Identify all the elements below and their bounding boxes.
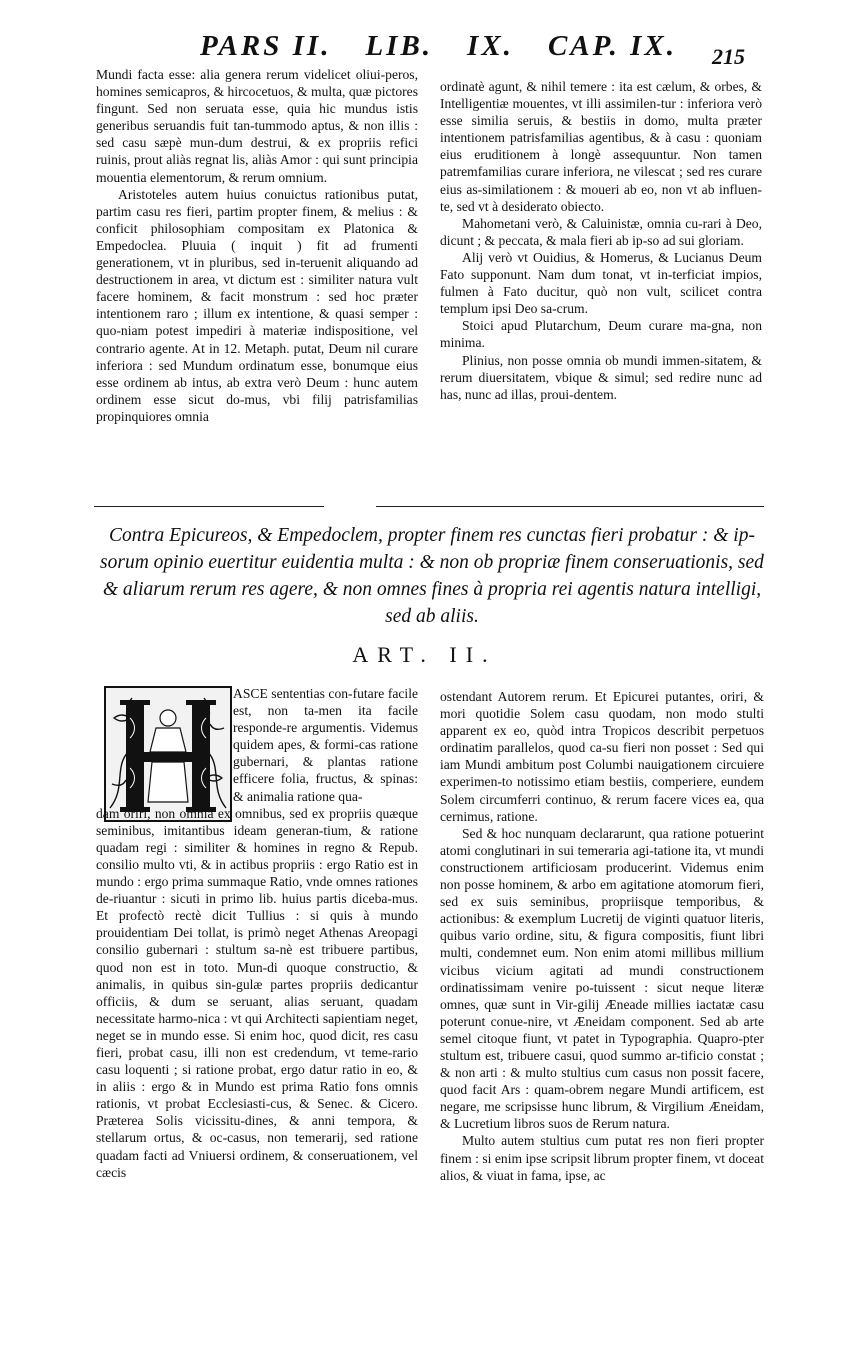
section-divider-left [94,506,324,507]
opening-paragraph: ASCE sententias con-futare facile est, non ta-men ita facile responde-re argumentis. Videmus quidem apes, & formi-cas ratione gubernari, & plantas ratione efficere folia, fructus, & spinas: & animalia ratione qua- [233,686,418,804]
paragraph: Multo autem stultius cum putat res non fieri propter finem : si enim ipse scripsit librum propter finem, vt doceat alios, & viuat in fama, ipse, ac [440,1133,764,1183]
paragraph: ostendant Autorem rerum. Et Epicurei putantes, oriri, & mori quotidie Solem casu quodam, non modo stulti apparent ex eo, quòd intra Tropicos describit perpetuos ordinatim parallelos, quod ca-su fieri non posset : Sed qui iam Mundi ambitum post Columbi nauigationem circuiere experimen-to notissimo etiam bestiis, comperiere, eundem Solem circumferri continuo, & rerum facere vices ea, qua cernimus, ratione. [440,689,764,824]
running-head-book-number: IX. [467,30,514,62]
running-head-chapter: CAP. IX. [547,30,677,62]
paragraph: Plinius, non posse omnia ob mundi immen-sitatem, & rerum diuersitatem, vbique & simul; sed redire nunc ad has, nunc ad illas, proui-dentem. [440,352,762,402]
upper-right-column [440,78,762,403]
lower-left-column [96,685,418,1181]
paragraph: Stoici apud Plutarchum, Deum curare ma-gna, non minima. [440,318,762,351]
running-head [200,30,760,63]
paragraph: Sed & hoc nunquam declararunt, qua ratione potuerint atomi conglutinari in sui temeraria agi-tatione ita, vt mundi constructionem artificiosam producerint. Videmus enim non posse hominem, & arbo em agitatione atomorum fieri, sed ex suis seminibus, propriisque temporibus, & actionibus: & exemplum Lucretij de viginti quatuor literis, quibus vario ordine, situ, & figura compositis, fiunt libri multi, condemnet eum. Non enim atomi millibus millium vicibus vicium agitati ad mundi constructionem ordinatissimam venire po-tuissent : sicut neque literæ omnes, quæ sunt in Vir-gilij Æneade millies iactatæ casu poterunt conue-nire, vt Æneidam component. Sed ab arte semel citoque fiunt, vt patet in Typographia. Quapro-pter stultum est, tribuere casui, quod summo ar-tificio constat ; & non arti : & multo stultius cum casus non possit facere, quod facit Ars : quam-obrem negare Mundi artificem, est negare, me scripsisse hunc librum, & Virgilium Æneidam, & Lucretium libros suos de Rerum natura. [440,825,764,1132]
paragraph: Aristoteles autem huius conuictus rationibus putat, partim casu res fieri, partim propter finem, & melius : & conficit philosophiam compositam ex Platonica & Empedoclea. Pluuia ( inquit ) fit ad frumenti generationem, vt in pluribus, sed in-teruenit aliquando ad destructionem in area, vt dictum est : similiter natura vult facere hominem, & facit monstrum : sed hoc præter intentionem raro ; illum ex intentione, & quasi semper : quo-niam potest impediri à materiæ indispositione, vel contrario agente. At in 12. Metaph. putat, Deum nil curare inferiora : sed Mundum ordinatum esse, bonumque eius esse ordinem ab intus, ab extra verò Deum : hunc autem ordinem esse sicut do-mus, vbi filij patrisfamilias propinquiores omnia [96,186,418,424]
page-number: 215 [712,44,745,69]
section-divider-right [376,506,764,507]
running-head-book: LIB. [365,30,434,62]
paragraph: Mundi facta esse: alia genera rerum videlicet oliui-peros, homines semicapros, & hircocetuos, & multa, quæ pictores fingunt. Sed non seruata esse, quia hic mundus istis generibus seruandis fuit tan-tummodo aptus, & non illis : sed casu sæpè mun-dum destrui, & ex propriis refici ruinis, prout aliàs regnat lis, aliàs Amor : qui sunt principia mouentia elementorum, & rerum omnium. [96,67,418,185]
upper-left-column [96,66,418,425]
paragraph: Alij verò vt Ouidius, & Homerus, & Lucianus Deum Fato supponunt. Nam dum tonat, vt in-terficiat impios, fulmen à Fato ducitur, quò non vult, scilicet contra templum ipsi Deo sa-crum. [440,249,762,317]
article-summary: Contra Epicureos, & Empedoclem, propter finem res cunctas fieri probatur : & ip-sorum opinio euertitur euidentia multa : & non ob propriæ finem conseruationis, sed & aliarum rerum res agere, & non omnes fines à propria rei agentis natura intelligi, sed ab aliis. [100,525,764,627]
article-title: ART. II. [352,642,497,667]
paragraph-continuation: dam oriri, non omnia ex omnibus, sed ex propriis quæque seminibus, imitantibus ideam generan-tium, & ratione quadam regi : similiter & homines in regno & Repub. consilio multo vti, & in actibus propriis : ergo Ratio est in mundo : ergo prima summaque Ratio, vnde omnes rationes de-riuantur : sicuti in primo lib. huius partis diceba-mus. Et profectò rectè dicit Tullius : si quis à mundo prouidentiam Dei tollat, is primò neget Athenas Areopagi consilio gubernari : stultum sa-nè est tribuere partibus, quod non est in toto. Mun-di quoque constructio, & animalis, in quibus sin-gulæ partes propriis dedicantur officiis, & dum se seruant, alias seruant, quadam necessitate harmo-nica : vt qui Architecti sapientiam neget, neget se in mundo esse. Si enim hoc, quod dicit, res casu fieri, probat casu, illi non est credendum, vt teme-rario casu loquenti ; si ratione probat, ergo datur ratio in eo, & in aliis : ergo & in Mundo est prima Ratio fons omnis rationis, vt probat Ecclesiasti-cus, & Senec. & Cicero. Præterea Solis vicissitu-dines, & anni tempora, & stellarum ortus, & oc-casus, non temerarij, sed ratione quadam facti ad Vniuersi ordinem, & conseruationem, vel cæcis [96,805,418,1180]
paragraph: ordinatè agunt, & nihil temere : ita est cælum, & orbes, & Intelligentiæ mouentes, vt illi assimilen-tur : inferiora verò esse similia seruis, & bestiis in domo, multa præter intentionem patrisfamilias agentibus, & à casu : quoniam eius eruditionem à longè assequuntur. Non tamen patremfamilias curare inferiora, ne vilescat ; sed res curare eius as-similationem : & moueri ab eo, non vt ab influen-te, sed vt à desiderato obiecto. [440,79,762,214]
lower-right-column [440,688,764,1184]
running-head-part: PARS II. [200,30,332,62]
paragraph: Mahometani verò, & Caluinistæ, omnia cu-rari à Deo, dicunt ; & peccata, & mala fieri ab ip-so ad sui gloriam. [440,215,762,248]
